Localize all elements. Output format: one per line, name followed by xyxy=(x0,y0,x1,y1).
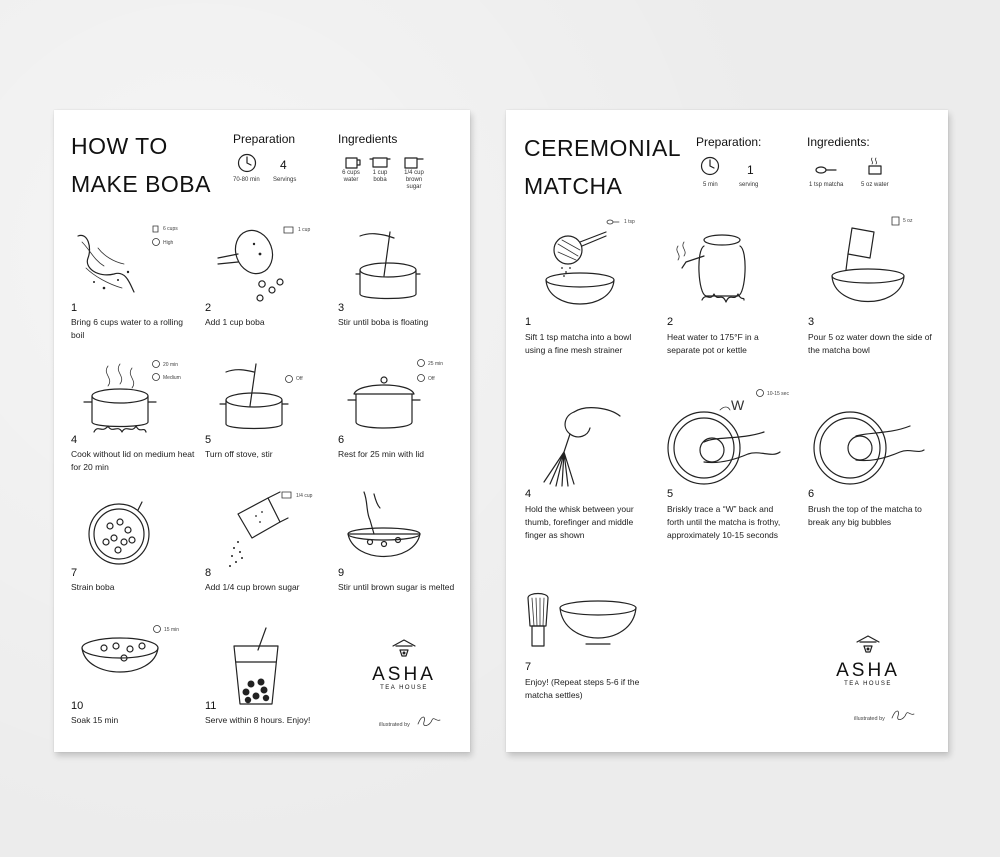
tea-house-logo-icon xyxy=(855,634,881,656)
boba-title xyxy=(71,127,211,203)
spoon-icon xyxy=(815,164,837,176)
asha-logo xyxy=(832,634,904,687)
tag-25-min: 25 min xyxy=(428,361,444,367)
step-number: 7 xyxy=(71,567,78,579)
tag-high: High xyxy=(163,240,174,246)
pouring-sugar-illustration xyxy=(218,492,290,572)
step-number: 7 xyxy=(525,661,532,673)
measuring-cup-icon xyxy=(280,491,294,499)
step-text: Enjoy! (Repeat steps 5-6 if the matcha settles) xyxy=(525,677,640,700)
boiling-water-illustration xyxy=(74,228,140,298)
logo-subtitle: TEA HOUSE xyxy=(844,681,892,687)
strainer-illustration xyxy=(84,498,154,568)
stove-dial-icon xyxy=(416,373,426,383)
whisk-motion-letter: W xyxy=(731,397,745,413)
asha-logo xyxy=(368,638,440,691)
tag-10-15-sec: 10-15 sec xyxy=(767,391,789,397)
title-line-2: MATCHA xyxy=(524,173,623,199)
tag-medium: Medium xyxy=(163,375,181,381)
step-number: 2 xyxy=(667,316,674,328)
ingredients-heading: Ingredients xyxy=(338,132,398,146)
prep-time: 5 min xyxy=(703,182,718,188)
boba-recipe-card xyxy=(54,110,470,752)
step-number: 4 xyxy=(525,488,532,500)
covered-pot-illustration xyxy=(344,374,424,440)
step-number: 3 xyxy=(808,316,815,328)
step-number: 8 xyxy=(205,567,212,579)
ingredient-matcha: 1 tsp matcha xyxy=(809,182,844,188)
illustrator-credit: illustrated by xyxy=(854,716,885,722)
tag-off: Off xyxy=(428,376,435,382)
pot-icon xyxy=(369,154,391,170)
servings-count: 4 xyxy=(280,158,287,172)
tag-1-tsp: 1 tsp xyxy=(624,219,635,225)
sifting-matcha-illustration xyxy=(540,228,630,312)
logo-name: ASHA xyxy=(372,664,436,685)
step-number: 11 xyxy=(205,700,217,712)
pot-on-stove-illustration xyxy=(80,362,156,442)
soaking-bowl-illustration xyxy=(80,636,160,696)
step-text: Soak 15 min xyxy=(71,715,119,725)
servings-label: serving xyxy=(739,182,759,188)
title-line-1: CEREMONIAL xyxy=(524,135,682,161)
tag-15-min: 15 min xyxy=(164,627,180,633)
logo-name: ASHA xyxy=(836,660,900,681)
step-text: Briskly trace a “W” back and forth until the matcha is frothy, approximately 10-15 seconds xyxy=(667,504,781,540)
step-number: 1 xyxy=(71,302,78,314)
step-text: Rest for 25 min with lid xyxy=(338,449,424,459)
ingredient-water: 5 oz water xyxy=(861,182,889,188)
title-line-2: MAKE BOBA xyxy=(71,171,211,197)
step-text: Serve within 8 hours. Enjoy! xyxy=(205,715,311,725)
spoon-icon xyxy=(606,218,620,226)
stove-dial-icon xyxy=(284,374,294,384)
clock-icon xyxy=(237,153,257,173)
step-text: Brush the top of the matcha to break any big bubbles xyxy=(808,504,922,527)
step-number: 9 xyxy=(338,567,345,579)
signature-icon xyxy=(416,712,444,730)
timer-icon xyxy=(755,388,765,398)
cup-icon xyxy=(866,156,884,176)
step-number: 1 xyxy=(525,316,532,328)
clock-icon xyxy=(700,156,720,176)
tea-house-logo-icon xyxy=(391,638,417,660)
step-text: Bring 6 cups water to a rolling boil xyxy=(71,317,183,340)
step-text: Stir until boba is floating xyxy=(338,317,429,327)
stove-dial-icon xyxy=(151,372,161,382)
stirring-pot-illustration xyxy=(354,224,426,304)
measuring-cup-icon xyxy=(343,154,361,170)
signature-icon xyxy=(890,706,918,724)
illustrator-credit: illustrated by xyxy=(379,722,410,728)
stove-dial-icon xyxy=(151,237,161,247)
tag-20-min: 20 min xyxy=(163,362,179,368)
brushing-matcha-illustration xyxy=(810,402,930,492)
ingredient-water: 6 cups water xyxy=(342,170,360,183)
pouring-boba-illustration xyxy=(212,224,292,304)
step-text: Pour 5 oz water down the side of the matcha bowl xyxy=(808,332,932,355)
step-number: 2 xyxy=(205,302,212,314)
whisk-and-bowl-illustration xyxy=(524,592,644,654)
pouring-water-illustration xyxy=(826,226,912,310)
step-text: Strain boba xyxy=(71,582,115,592)
ingredient-boba: 1 cup boba xyxy=(372,170,388,183)
ingredients-heading: Ingredients: xyxy=(807,135,870,149)
stirring-pot-illustration xyxy=(216,358,292,438)
ingredient-brown-sugar: 1/4 cup brown sugar xyxy=(404,170,424,190)
step-text: Add 1/4 cup brown sugar xyxy=(205,582,300,592)
timer-icon xyxy=(416,358,426,368)
step-number: 3 xyxy=(338,302,345,314)
step-text: Stir until brown sugar is melted xyxy=(338,582,455,592)
step-text: Turn off stove, stir xyxy=(205,449,273,459)
step-number: 5 xyxy=(205,434,212,446)
step-number: 4 xyxy=(71,434,78,446)
step-text: Hold the whisk between your thumb, forefinger and middle finger as shown xyxy=(525,504,634,540)
logo-subtitle: TEA HOUSE xyxy=(380,685,428,691)
step-text: Add 1 cup boba xyxy=(205,317,265,327)
boba-cup-illustration xyxy=(226,626,286,706)
step-number: 5 xyxy=(667,488,674,500)
step-text: Cook without lid on medium heat for 20 min xyxy=(71,449,195,472)
title-line-1: HOW TO xyxy=(71,133,168,159)
tag-1-cup: 1 cup xyxy=(298,227,311,233)
servings-label: Servings xyxy=(273,177,297,183)
whisking-illustration xyxy=(664,402,784,494)
step-text: Sift 1 tsp matcha into a bowl using a fine mesh strainer xyxy=(525,332,632,355)
preparation-heading: Preparation xyxy=(233,132,296,146)
matcha-recipe-card xyxy=(506,110,948,752)
tag-5-oz: 5 oz xyxy=(903,218,913,224)
step-number: 6 xyxy=(338,434,345,446)
cup-icon xyxy=(151,224,161,234)
measuring-cup-icon xyxy=(890,216,902,226)
holding-whisk-illustration xyxy=(534,402,624,492)
matcha-title xyxy=(524,129,681,205)
kettle-on-stove-illustration xyxy=(668,232,758,312)
step-number: 6 xyxy=(808,488,815,500)
stirring-bowl-illustration xyxy=(344,488,424,568)
tag-off: Off xyxy=(296,376,303,382)
preparation-heading: Preparation: xyxy=(696,135,762,149)
prep-time: 70-80 min xyxy=(233,177,260,183)
step-text: Heat water to 175°F in a separate pot or kettle xyxy=(667,332,759,355)
tag-1-4-cup: 1/4 cup xyxy=(296,493,313,499)
servings-count: 1 xyxy=(747,163,754,177)
measuring-cup-icon xyxy=(402,154,424,170)
timer-icon xyxy=(151,359,161,369)
tag-6-cups: 6 cups xyxy=(163,226,178,232)
pot-icon xyxy=(282,226,296,234)
step-number: 10 xyxy=(71,700,84,712)
timer-icon xyxy=(152,624,162,634)
